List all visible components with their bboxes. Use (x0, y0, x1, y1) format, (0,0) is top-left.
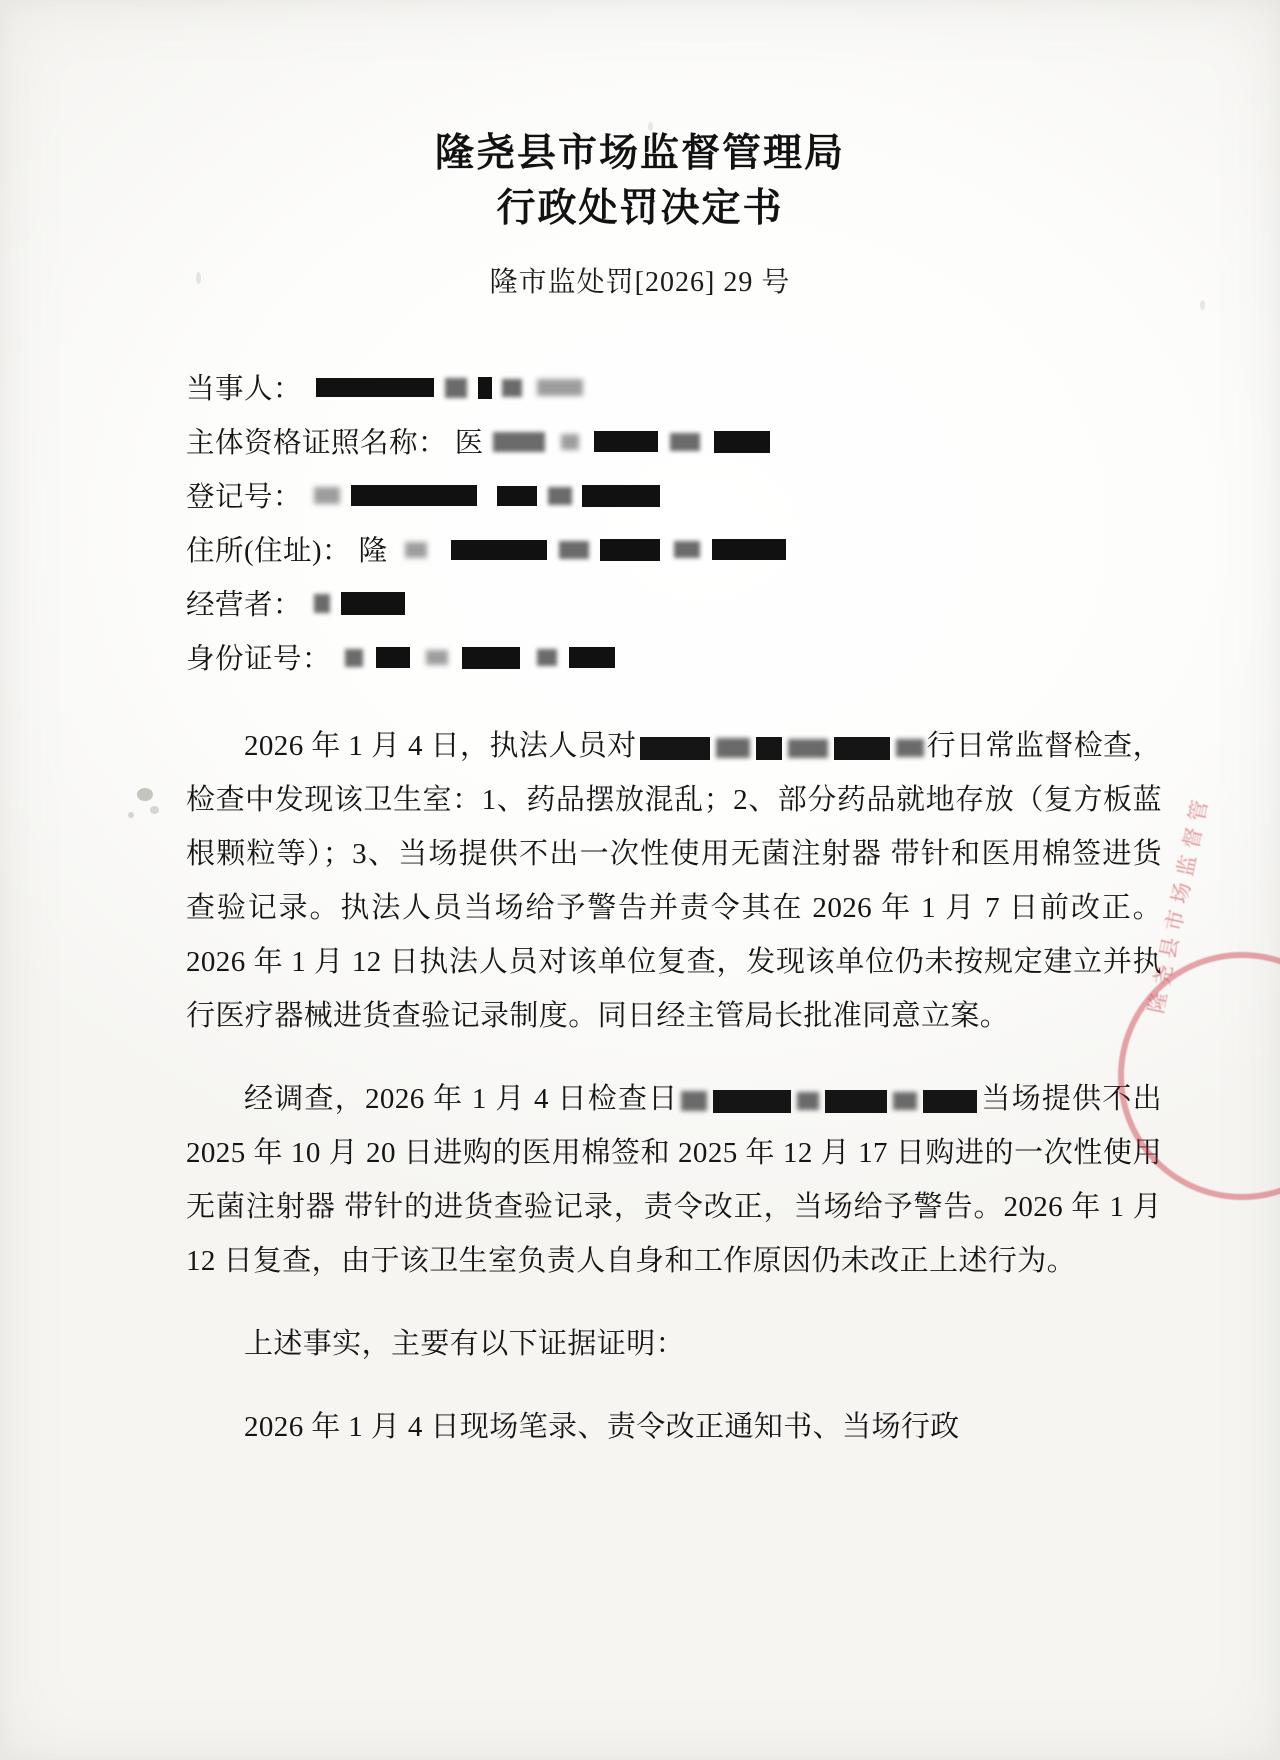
paragraph-evidence-intro: 上述事实，主要有以下证据证明： (244, 1328, 686, 1360)
field-label-address: 住所(住址)： (186, 536, 351, 567)
redaction-bar (502, 379, 522, 397)
redaction-bar (893, 1092, 917, 1110)
redaction-bar (788, 739, 828, 758)
redaction-bar (478, 377, 492, 399)
party-information-fields (0, 366, 1280, 690)
redaction-bar (594, 431, 658, 452)
field-row-party (186, 366, 1280, 420)
redaction-bar (426, 650, 448, 665)
redaction-bar (497, 486, 537, 506)
paragraph-investigation (186, 1072, 1162, 1288)
redaction-bar (756, 737, 782, 760)
document-number: 隆市监处罚[2026] 29 号 (489, 267, 791, 298)
redaction-bar (713, 1090, 791, 1113)
redaction-bar (537, 649, 557, 666)
document-title-block (0, 0, 1280, 300)
redaction-bar (582, 485, 660, 507)
field-value-license-name-visible: 医 (454, 428, 484, 459)
redaction-party (310, 371, 584, 403)
redaction-bar (825, 1090, 887, 1113)
redaction-bar (405, 542, 427, 558)
redaction-bar (493, 432, 545, 452)
field-label-id-number: 身份证号： (186, 644, 332, 675)
redaction-operator (310, 587, 406, 619)
redaction-registration-number (310, 479, 661, 511)
redaction-bar (923, 1090, 977, 1113)
field-label-license-name: 主体资格证照名称： (186, 428, 448, 459)
redaction-license-name (491, 425, 770, 457)
field-value-address-visible: 隆 (358, 536, 388, 567)
scan-artifact (150, 806, 159, 814)
field-row-operator (186, 582, 1280, 636)
scan-artifact (137, 788, 153, 801)
redaction-bar (640, 737, 710, 760)
field-label-operator: 经营者： (186, 590, 303, 621)
scan-artifact (648, 122, 653, 131)
redaction-bar (600, 539, 660, 561)
redaction-bar (376, 647, 410, 668)
official-seal-text: 隆尧县市场监督管 (1144, 791, 1215, 1016)
redaction-bar (670, 433, 700, 451)
scan-artifact (128, 812, 134, 818)
redaction-bar (537, 379, 583, 396)
field-label-party: 当事人： (186, 374, 303, 405)
document-type-title: 行政处罚决定书 (496, 187, 784, 230)
paragraph-evidence-list: 2026 年 1 月 4 日现场笔录、责令改正通知书、当场行政 (244, 1411, 960, 1443)
redaction-bar (314, 487, 340, 504)
redaction-bar (314, 594, 330, 613)
scan-artifact (1200, 300, 1205, 310)
redaction-bar (561, 434, 579, 450)
redaction-bar (569, 647, 615, 668)
redaction-bar (674, 541, 700, 558)
paragraph-inspection (186, 719, 1162, 1043)
field-row-license-name (186, 420, 1280, 474)
redaction-bar (451, 540, 547, 560)
redaction-bar (834, 737, 890, 760)
redaction-bar (445, 378, 467, 398)
paragraph-investigation-text: 当场提供不出 2025 年 10 月 20 日进购的医用棉签和 2025 年 12 月 17 日购进的一次性使用无菌注射器 带针的进货查验记录，责令改正，当场给予警告。2026 年 1 月 12 日复查，由于该卫生室负责人自身和工作原因仍未改正上述行为。 (186, 1083, 1162, 1277)
redaction-bar (462, 647, 520, 669)
redaction-bar (341, 592, 405, 615)
scan-artifact (196, 272, 201, 284)
document-paragraphs (0, 719, 1280, 1454)
redaction-bar (559, 541, 589, 559)
redaction-bar (345, 649, 363, 667)
paragraph-inspection-lead: 2026 年 1 月 4 日，执法人员对 (244, 730, 637, 762)
field-row-id-number (186, 636, 1280, 690)
redaction-address (395, 533, 786, 565)
field-label-registration-number: 登记号： (186, 482, 303, 513)
redaction-bar (351, 485, 477, 506)
redaction-bar (896, 739, 924, 757)
redaction-id-number (339, 641, 615, 673)
field-row-registration-number (186, 474, 1280, 528)
redaction-bar (316, 378, 434, 397)
issuing-authority-title: 隆尧县市场监督管理局 (434, 132, 845, 175)
redaction-bar (714, 431, 770, 453)
paragraph-investigation-lead: 经调查，2026 年 1 月 4 日检查日 (244, 1083, 679, 1115)
paragraph-inspection-text: 行日常监督检查，检查中发现该卫生室：1、药品摆放混乱；2、部分药品就地存放（复方板蓝根颗粒等）；3、当场提供不出一次性使用无菌注射器 带针和医用棉签进货查验记录。执法人员当场给予警告并责令其在 2026 年 1 月 7 日前改正。2026 年 1 月 12 日执法人员对该单位复查，发现该单位仍未按规定建立并执行医疗器械进货查验记录制度。同日经主管局长批准同意立案。 (186, 730, 1162, 1032)
redaction-bar (548, 487, 572, 505)
redaction-bar (681, 1091, 707, 1111)
redaction-bar (716, 738, 750, 758)
redaction-bar (797, 1092, 819, 1110)
redaction-bar (712, 539, 786, 560)
field-row-address (186, 528, 1280, 582)
